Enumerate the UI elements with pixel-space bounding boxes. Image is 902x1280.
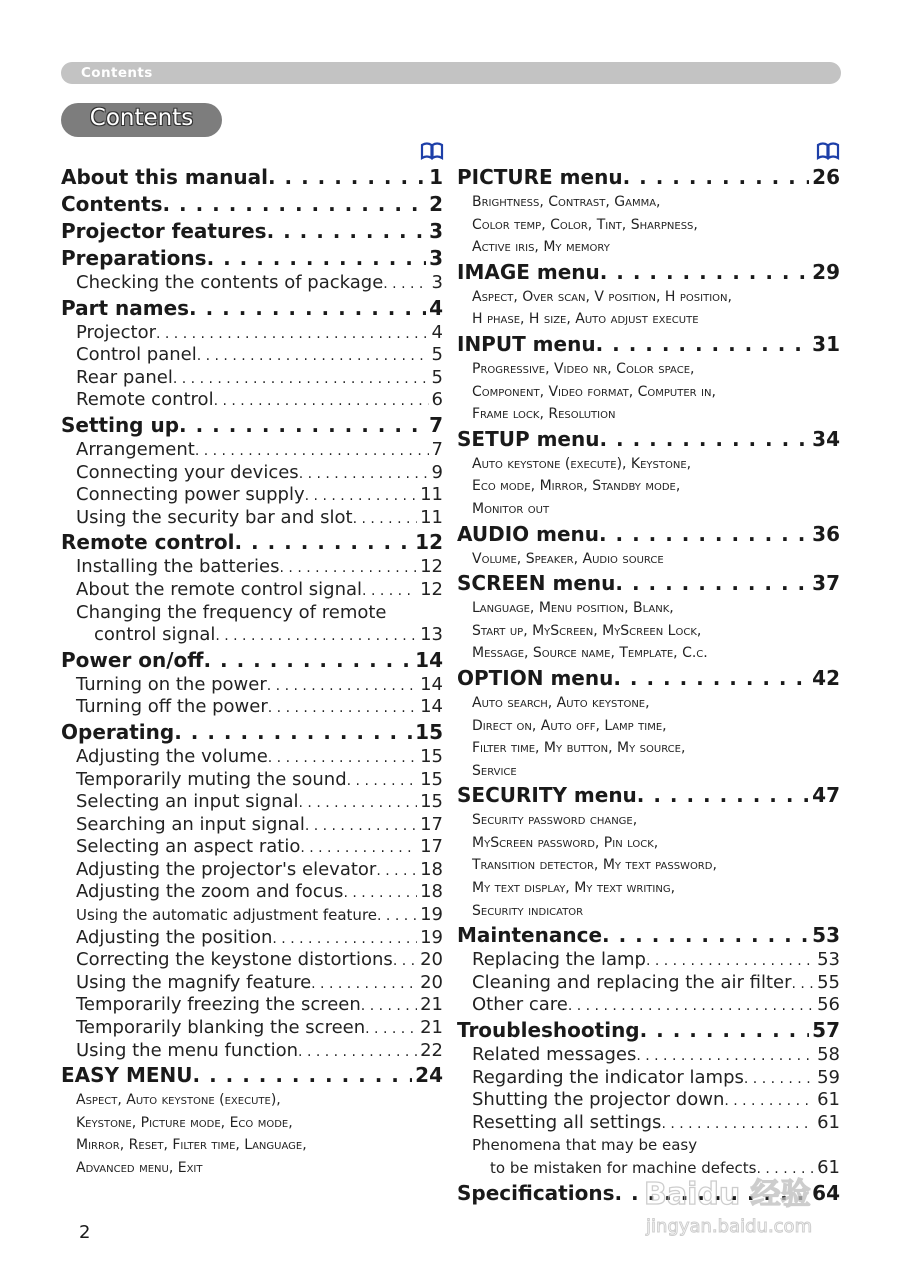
toc-subsection [61,507,443,530]
toc-page-number: 7 [429,412,443,437]
toc-subsection [457,1044,840,1067]
dot-leader [268,746,417,769]
toc-entry-title: Installing the batteries [76,556,280,578]
toc-section [457,665,840,692]
page-number: 2 [79,1222,91,1243]
toc-entry-title: Other care [472,994,568,1016]
toc-subsection [457,949,840,972]
toc-menu-items: Transition detector, My text password, [472,857,717,874]
toc-section [61,245,443,272]
toc-page-number: 5 [431,366,443,388]
toc-entry-title: Part names [61,295,190,320]
toc-page-number: 15 [415,719,443,744]
dot-leader [267,218,427,245]
dot-leader [383,272,428,295]
dot-leader [305,484,417,507]
dot-leader [361,994,417,1017]
toc-page-number: 22 [420,1039,443,1061]
dot-leader [268,696,417,719]
toc-entry-title: Turning off the power [76,696,268,718]
toc-entry-title: Remote control [76,389,214,411]
toc-section [457,1017,840,1044]
toc-entry-title: Shutting the projector down [472,1089,725,1111]
dot-leader [162,191,426,218]
toc-page-number: 11 [420,484,443,506]
toc-entry-title: Resetting all settings [472,1111,662,1133]
dot-leader [268,164,426,191]
toc-section [61,529,443,556]
toc-page-number: 21 [420,1017,443,1039]
toc-entry-title: Adjusting the volume [76,745,268,767]
toc-menu-items: Mirror, Reset, Filter time, Language, [76,1137,307,1154]
dot-leader [393,949,417,972]
header-bar [61,62,841,84]
toc-entry-title: Maintenance [457,923,603,948]
toc-section [457,259,840,286]
toc-entry-title: to be mistaken for machine defects [490,1159,757,1177]
dot-leader [362,579,417,602]
toc-subsection [457,1067,840,1090]
toc-page-number: 7 [431,438,443,460]
toc-subsection [61,1040,443,1063]
toc-menu-items: My text display, My text writing, [472,880,676,897]
book-icon [816,142,840,160]
toc-page-number: 57 [812,1018,840,1043]
toc-subsection [457,1112,840,1135]
toc-subsection [61,904,443,927]
toc-section [457,331,840,358]
dot-leader [174,719,412,746]
toc-subsection [457,972,840,995]
toc-entry-title: Specifications [457,1180,615,1205]
dot-leader [300,836,417,859]
toc-section [61,647,443,674]
toc-menu-items: Component, Video format, Computer in, [472,383,716,400]
toc-entry-title: SCREEN menu [457,571,616,596]
toc-entry-title: EASY MENU [61,1063,193,1088]
toc-page-number: 15 [420,791,443,813]
toc-page-number: 34 [812,426,840,451]
toc-entry-title: Selecting an input signal [76,791,299,813]
toc-subsection [61,556,443,579]
toc-page-number: 6 [431,389,443,411]
toc-page-number: 1 [429,165,443,189]
toc-page-number: 3 [429,246,443,270]
toc-section [61,218,443,245]
toc-menu-items: Security password change, [472,812,638,829]
toc-page-number: 37 [812,571,840,596]
svg-text:Baidu 经验: Baidu 经验 [644,1177,811,1212]
toc-entry-title: PICTURE menu [457,165,623,189]
toc-entry-title: Adjusting the position [76,926,273,948]
toc-section [61,719,443,746]
toc-entry-title: Using the magnify feature [76,971,312,993]
toc-subsection [61,272,443,295]
toc-section [61,1062,443,1089]
toc-menu-items: Advanced menu, Exit [76,1160,203,1176]
toc-page-number: 61 [817,1089,840,1111]
toc-subsection [61,994,443,1017]
toc-menu-items: Language, Menu position, Blank, [472,600,674,617]
toc-subsection [61,746,443,769]
toc-subsection [61,696,443,719]
toc-subsection [61,484,443,507]
toc-page-number: 5 [431,344,443,366]
toc-page-number: 3 [431,272,443,293]
toc-subsection [61,859,443,882]
dot-leader [179,412,426,439]
toc-section [61,164,443,191]
dot-leader [640,1017,810,1044]
dot-leader [646,949,814,972]
svg-text:jingyan.baidu.com: jingyan.baidu.com [646,1216,813,1237]
toc-menu-items: Aspect, Auto keystone (execute), [76,1092,281,1109]
toc-entry-title: Preparations [61,246,207,270]
toc-page-number: 3 [429,219,443,243]
dot-leader [204,647,413,674]
dot-leader [280,556,418,579]
toc-entry-title: About this manual [61,165,268,189]
toc-entry-title: Power on/off [61,647,204,672]
toc-page-number: 18 [420,858,443,880]
dot-leader [267,674,417,697]
toc-subsection [457,1134,840,1157]
toc-section [457,521,840,548]
toc-page-number: 56 [817,994,840,1016]
toc-menu-items: Start up, MyScreen, MyScreen Lock, [472,622,702,639]
toc-page-number: 11 [420,506,443,528]
dot-leader [298,1040,417,1063]
toc-entry-title: Checking the contents of package [76,272,384,293]
header-label: Contents [81,65,153,81]
toc-page-number: 14 [420,696,443,718]
dot-leader [661,1112,814,1135]
toc-subsection [61,814,443,837]
toc-section [61,295,443,322]
toc-entry-title: Arrangement [76,438,195,460]
toc-entry-title: Phenomena that may be easy [472,1136,698,1155]
toc-menu-items: Filter time, My button, My source, [472,740,686,757]
toc-page-number: 58 [817,1044,840,1066]
toc-entry-title: Contents [61,192,163,216]
toc-subsection [457,994,840,1017]
toc-entry-title: Projector [76,321,156,343]
toc-entry-title: Control panel [76,344,197,366]
dot-leader [600,259,809,286]
toc-page-number: 26 [812,165,840,189]
toc-page-number: 15 [420,768,443,790]
toc-entry-title: Adjusting the zoom and focus [76,881,344,903]
toc-menu-items: Eco mode, Mirror, Standby mode, [472,478,681,495]
toc-section [457,570,840,597]
toc-entry-title: AUDIO menu [457,521,599,546]
toc-subsection [61,972,443,995]
toc-page-number: 12 [420,556,443,578]
toc-page-number: 19 [420,904,443,926]
toc-menu-items: Auto keystone (execute), Keystone, [472,455,692,472]
toc-entry-title: Selecting an aspect ratio [76,836,301,858]
dot-leader [215,624,417,647]
toc-entry-title: Adjusting the projector's elevator [76,858,377,880]
toc-subsection [61,322,443,345]
toc-subsection [61,791,443,814]
dot-leader [568,994,814,1017]
toc-section [457,922,840,949]
toc-subsection [61,624,443,647]
dot-leader [193,1062,413,1089]
toc-entry-title: Remote control [61,530,235,555]
toc-page-number: 13 [420,624,443,646]
toc-menu-items: Volume, Speaker, Audio source [472,550,664,567]
toc-page-number: 53 [812,923,840,948]
toc-page-number: 4 [429,295,443,320]
dot-leader [623,164,810,191]
toc-entry-title: OPTION menu [457,665,614,690]
toc-entry-title: Changing the frequency of remote [76,601,387,623]
dot-leader [311,972,417,995]
toc-entry-title: IMAGE menu [457,259,600,284]
toc-page-number: 29 [812,259,840,284]
toc-entry-title: Using the security bar and slot [76,506,353,528]
toc-menu-items: H phase, H size, Auto adjust execute [472,311,699,328]
toc-subsection [61,462,443,485]
toc-menu-items: Security indicator [472,902,584,919]
toc-right-column [457,164,840,1207]
dot-leader [376,859,417,882]
dot-leader [347,769,417,792]
dot-leader [214,389,429,412]
toc-entry-title: Operating [61,719,175,744]
toc-section [61,191,443,218]
toc-page-number: 21 [420,994,443,1016]
toc-page-number: 55 [817,971,840,993]
dot-leader [613,665,809,692]
toc-entry-title: Correcting the keystone distortions [76,949,393,971]
dot-leader [207,245,427,272]
toc-page-number: 47 [812,783,840,808]
dot-leader [602,922,809,949]
toc-menu-items: Color temp, Color, Tint, Sharpness, [472,216,698,233]
toc-entry-title: Connecting power supply [76,484,305,506]
dot-leader [744,1067,814,1090]
toc-page-number: 61 [817,1157,840,1178]
watermark-logo [640,1170,845,1240]
dot-leader [156,322,429,345]
toc-entry-title: SECURITY menu [457,783,637,808]
toc-subsection [61,949,443,972]
toc-page-number: 14 [420,673,443,695]
dot-leader [615,570,809,597]
toc-section [457,426,840,453]
toc-page-number: 12 [415,530,443,555]
toc-menu-items: Aspect, Over scan, V position, H position, [472,288,732,305]
toc-page-number: 14 [415,647,443,672]
toc-subsection [61,579,443,602]
dot-leader [792,972,815,995]
toc-entry-title: Projector features [61,219,267,243]
dot-leader [365,1017,417,1040]
toc-entry-title: Rear panel [76,366,173,388]
toc-entry-title: Regarding the indicator lamps [472,1066,744,1088]
dot-leader [353,507,418,530]
toc-menu-items: Frame lock, Resolution [472,406,616,423]
toc-page-number: 12 [420,578,443,600]
toc-page-number: 42 [812,665,840,690]
toc-entry-title: control signal [94,624,216,646]
toc-subsection [61,881,443,904]
toc-section [457,782,840,809]
toc-page-number: 24 [415,1063,443,1088]
toc-subsection [61,602,443,625]
toc-page-number: 59 [817,1066,840,1088]
toc-page-number: 20 [420,971,443,993]
dot-leader [299,791,418,814]
toc-subsection [61,344,443,367]
dot-leader [596,331,810,358]
toc-entry-title: Troubleshooting [457,1018,640,1043]
toc-entry-title: Using the menu function [76,1039,299,1061]
toc-page-number: 20 [420,949,443,971]
dot-leader [189,295,426,322]
toc-menu-items: Progressive, Video nr, Color space, [472,360,695,377]
toc-entry-title: Connecting your devices [76,461,299,483]
dot-leader [299,462,429,485]
toc-page-number: 18 [420,881,443,903]
toc-entry-title: Cleaning and replacing the air filter [472,971,792,993]
toc-page-number: 17 [420,813,443,835]
toc-entry-title: Turning on the power [76,673,267,695]
dot-leader [724,1089,814,1112]
toc-subsection [61,836,443,859]
toc-page-number: 53 [817,949,840,971]
toc-page-number: 2 [429,192,443,216]
toc-page-number: 9 [431,461,443,483]
toc-page-number: 17 [420,836,443,858]
toc-entry-title: Setting up [61,412,180,437]
toc-page-number: 31 [812,331,840,356]
toc-menu-items: Brightness, Contrast, Gamma, [472,194,661,210]
toc-page-number: 19 [420,926,443,948]
toc-entry-title: Temporarily freezing the screen [76,994,361,1016]
toc-menu-items: Keystone, Picture mode, Eco mode, [76,1114,293,1131]
dot-leader [272,927,417,950]
toc-subsection [61,389,443,412]
toc-section [457,164,840,191]
dot-leader [637,782,809,809]
dot-leader [599,426,809,453]
toc-entry-title: Searching an input signal [76,813,305,835]
toc-subsection [61,367,443,390]
toc-menu-items: Message, Source name, Template, C.c. [472,645,708,662]
book-icon [420,142,444,160]
toc-entry-title: Replacing the lamp [472,949,646,971]
toc-menu-items: Service [472,762,517,779]
toc-page-number: 61 [817,1111,840,1133]
toc-page-number: 36 [812,521,840,546]
dot-leader [197,344,429,367]
toc-entry-title: Using the automatic adjustment feature [76,906,378,925]
dot-leader [636,1044,814,1067]
toc-subsection [61,927,443,950]
toc-subsection [61,1017,443,1040]
toc-entry-title: About the remote control signal [76,578,363,600]
toc-entry-title: Temporarily blanking the screen [76,1017,366,1039]
toc-subsection [61,769,443,792]
dot-leader [173,367,429,390]
toc-menu-items: Direct on, Auto off, Lamp time, [472,717,667,734]
toc-menu-items: Auto search, Auto keystone, [472,694,650,711]
toc-entry-title: Related messages [472,1044,637,1066]
dot-leader [195,439,429,462]
toc-section [61,412,443,439]
toc-menu-items: MyScreen password, Pin lock, [472,834,659,851]
toc-entry-title: Temporarily muting the sound [76,768,347,790]
dot-leader [599,521,809,548]
page-title-text: Contents [89,105,194,131]
toc-entry-title: SETUP menu [457,426,600,451]
toc-page-number: 4 [431,321,443,343]
toc-subsection [61,674,443,697]
dot-leader [235,529,413,556]
toc-subsection [61,439,443,462]
page-title [61,103,222,137]
toc-page-number: 64 [812,1180,840,1205]
toc-entry-title: INPUT menu [457,331,596,356]
toc-page-number: 15 [420,745,443,767]
toc-menu-items: Monitor out [472,500,550,517]
dot-leader [343,881,417,904]
toc-left-column [61,164,443,1180]
dot-leader [377,904,417,927]
dot-leader [305,814,417,837]
toc-menu-items: Active iris, My memory [472,239,610,256]
toc-subsection [457,1089,840,1112]
